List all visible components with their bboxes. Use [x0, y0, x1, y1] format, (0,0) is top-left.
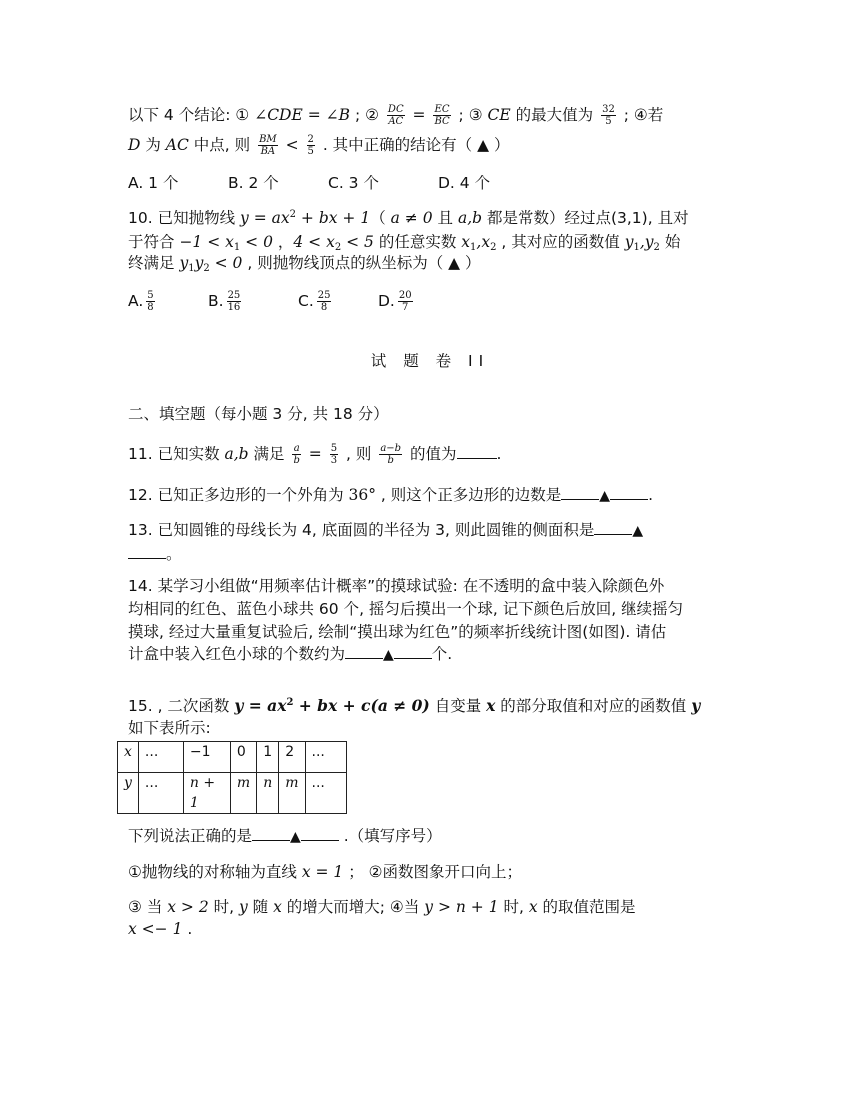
- denominator: 3: [330, 455, 338, 466]
- q12-text: 12. 已知正多边形的一个外角为: [128, 486, 349, 504]
- q12-line: [128, 485, 653, 506]
- denominator: 7: [402, 302, 409, 313]
- q11-text: 的值为: [405, 445, 457, 463]
- q11-line: [128, 443, 501, 466]
- q15-text: 的部分取值和对应的函数值: [495, 697, 692, 715]
- table-cell: ...: [305, 742, 346, 773]
- ac-symbol: AC: [165, 136, 189, 154]
- range1: −1 < x: [179, 233, 234, 251]
- statement-text: ③ 当: [128, 898, 168, 916]
- fraction-32-5: [601, 104, 616, 127]
- q9-conclusion1: ∠CDE = ∠B: [254, 106, 351, 124]
- statement-text: 时,: [498, 898, 529, 916]
- angle-value: 36°: [348, 486, 376, 504]
- y-symbol: y: [691, 696, 701, 715]
- q15-statements-1: [128, 862, 522, 882]
- denominator: b: [387, 455, 394, 466]
- subscript: 1: [233, 242, 241, 253]
- y1-symbol: y: [624, 233, 634, 251]
- q15-text: .（填写序号）: [338, 827, 442, 845]
- q10-text: （: [370, 209, 391, 227]
- table-cell: m: [279, 773, 305, 814]
- x1-symbol: x: [461, 233, 471, 251]
- value-table: [117, 741, 347, 814]
- table-cell: 2: [279, 742, 305, 773]
- denominator: 5: [307, 146, 314, 157]
- quadratic-eq-rest: + bx + c(a ≠ 0): [293, 696, 430, 715]
- fraction-amb-b: [379, 443, 402, 466]
- q9-sep: ; ④若: [618, 106, 664, 124]
- option-c: C. 3 个: [328, 174, 379, 192]
- comma: ,: [639, 233, 645, 251]
- product-symbol: y: [179, 254, 189, 272]
- q10-option-d: [378, 290, 416, 313]
- q10-line3: [128, 253, 480, 273]
- less-than: <: [280, 136, 304, 154]
- parabola-eq-rest: + bx + 1: [295, 209, 371, 227]
- d-symbol: D: [128, 136, 141, 154]
- quadratic-eq: y = ax: [234, 696, 287, 715]
- q10-line2: [128, 232, 680, 252]
- y-symbol: y: [238, 898, 248, 916]
- q14-line4: [128, 644, 452, 665]
- answer-blank[interactable]: [594, 520, 632, 535]
- q9-sep: ; ②: [350, 106, 384, 124]
- q9-text: 的最大值为: [510, 106, 599, 124]
- subscript: 2: [203, 263, 210, 274]
- denominator: b: [293, 455, 300, 466]
- triangle-marker: ▲: [599, 488, 611, 504]
- range-answer: x <− 1: [128, 920, 183, 938]
- subscript: 1: [633, 242, 640, 253]
- x-symbol: x: [528, 898, 538, 916]
- q9-text: 中点, 则: [188, 136, 256, 154]
- statement-text: ①抛物线的对称轴为直线: [128, 863, 302, 881]
- q10-options: [128, 290, 416, 313]
- q9-sep: ; ③: [453, 106, 488, 124]
- numerator: EC: [434, 104, 450, 115]
- denominator: BA: [260, 146, 276, 157]
- subscript: 2: [653, 242, 660, 253]
- range1-end: < 0: [240, 233, 273, 251]
- option-b: B. 2 个: [228, 174, 279, 192]
- statement-text: 时,: [208, 898, 239, 916]
- ce-symbol: CE: [487, 106, 511, 124]
- option-label: A.: [128, 292, 144, 310]
- table-cell: 0: [230, 742, 256, 773]
- numerator: 25: [227, 290, 241, 301]
- q10-text: 的任意实数: [373, 233, 462, 251]
- denominator: 8: [320, 302, 328, 313]
- table-cell: ...: [138, 773, 183, 814]
- table-cell: m: [230, 773, 256, 814]
- axis-eq: x = 1: [301, 863, 344, 881]
- q12-text: , 则这个正多边形的边数是: [376, 486, 562, 504]
- numerator: 25: [317, 290, 331, 301]
- option-fraction: [398, 290, 413, 313]
- q13-text: 13. 已知圆锥的母线长为 4, 底面圆的半径为 3, 则此圆锥的侧面积是: [128, 521, 595, 539]
- option-fraction: [317, 290, 332, 313]
- answer-blank[interactable]: [394, 644, 432, 659]
- q15-text: 自变量: [429, 697, 487, 715]
- q10-text: , 其对应的函数值: [496, 233, 625, 251]
- q10-text: 10. 已知抛物线: [128, 209, 241, 227]
- y2-symbol: y: [194, 254, 204, 272]
- numerator: 2: [307, 134, 314, 145]
- fraction-5-3: [330, 443, 338, 466]
- subscript: 2: [334, 242, 342, 253]
- condition: x > 2: [167, 898, 209, 916]
- x-symbol: x: [486, 696, 496, 715]
- q13-line2: [128, 544, 182, 564]
- numerator: a: [293, 443, 300, 454]
- answer-blank[interactable]: [301, 826, 339, 841]
- answer-blank[interactable]: [252, 826, 290, 841]
- q9-text: 以下 4 个结论: ①: [128, 106, 255, 124]
- q10-line1: [128, 208, 689, 228]
- q10-text: 都是常数）经过点(3,1), 且对: [482, 209, 689, 227]
- table-cell: ...: [305, 773, 346, 814]
- table-row: [118, 742, 347, 773]
- q10-option-b: [208, 290, 298, 313]
- y2-symbol: y: [644, 233, 654, 251]
- triangle-marker: ▲: [290, 829, 301, 845]
- equals: =: [407, 106, 431, 124]
- denominator: AC: [388, 116, 404, 127]
- q9-options: [128, 173, 490, 193]
- table-cell: ...: [138, 742, 183, 773]
- section-title: 试 题 卷 II: [370, 352, 490, 370]
- q11-text: , 则: [341, 445, 377, 463]
- period: .: [182, 920, 193, 938]
- statement-text: 随: [247, 898, 274, 916]
- fraction-2-5: [307, 134, 315, 157]
- table-cell: 1: [257, 742, 279, 773]
- period: .: [496, 445, 502, 463]
- part2-heading: 二、填空题（每小题 3 分, 共 18 分）: [128, 405, 389, 423]
- q10-text: 始: [659, 233, 681, 251]
- numerator: 20: [398, 290, 412, 301]
- numerator: DC: [387, 104, 404, 115]
- table-cell: x: [118, 742, 139, 773]
- subscript: 2: [490, 242, 497, 253]
- table-cell: −1: [183, 742, 230, 773]
- option-label: D.: [378, 292, 395, 310]
- q15-line1: [128, 696, 700, 716]
- numerator: BM: [259, 134, 277, 145]
- q9-line1: [128, 104, 663, 127]
- x-symbol: x: [273, 898, 282, 916]
- q10-text: , 则抛物线顶点的纵坐标为（ ▲ ）: [242, 254, 481, 272]
- option-fraction: [227, 290, 242, 313]
- q10-text: 于符合: [128, 233, 180, 251]
- q10-option-a: [128, 290, 208, 313]
- option-a: A. 1 个: [128, 174, 179, 192]
- statement-text: 的取值范围是: [537, 898, 636, 916]
- fraction-bm-ba: [258, 134, 278, 157]
- x2-symbol: x: [481, 233, 491, 251]
- triangle-marker: ▲: [632, 523, 644, 539]
- q11-text: 满足: [248, 445, 290, 463]
- q11-text: 11. 已知实数: [128, 445, 225, 463]
- range2: 4 < x: [293, 233, 335, 251]
- option-d: D. 4 个: [438, 174, 491, 192]
- fraction-ec-bc: [433, 104, 450, 127]
- subscript: 1: [470, 242, 477, 253]
- numerator: a−b: [380, 443, 402, 454]
- equals: =: [303, 445, 327, 463]
- numerator: 32: [602, 104, 615, 115]
- q10-text: ，: [272, 233, 294, 251]
- q15-statements-2: [128, 897, 636, 917]
- denominator: 5: [605, 116, 612, 127]
- answer-blank[interactable]: [128, 544, 166, 559]
- q15-prompt: [128, 826, 442, 847]
- q10-text: 终满足: [128, 254, 180, 272]
- period: .: [648, 486, 654, 504]
- q9-tail: . 其中正确的结论有（ ▲ ）: [317, 136, 510, 154]
- fraction-a-b: [292, 443, 300, 466]
- statement-text: ； ②函数图象开口向上；: [343, 863, 523, 881]
- option-fraction: [146, 290, 154, 313]
- denominator: BC: [434, 116, 450, 127]
- option-label: B.: [208, 292, 224, 310]
- q14-line3: 摸球, 经过大量重复试验后, 绘制“摸出球为红色”的频率折线统计图(如图). 请估: [128, 623, 667, 641]
- q14-text: 计盒中装入红色小球的个数约为: [128, 645, 346, 663]
- q9-text: 为: [140, 136, 166, 154]
- option-label: C.: [298, 292, 314, 310]
- comma: ,: [476, 233, 482, 251]
- table-cell: n + 1: [183, 773, 230, 814]
- statement-text: 的增大而增大; ④当: [281, 898, 425, 916]
- numerator: 5: [147, 290, 154, 301]
- a-condition: a ≠ 0: [390, 209, 433, 227]
- answer-blank[interactable]: [561, 485, 599, 500]
- q10-text: 且: [432, 209, 458, 227]
- triangle-marker: ▲: [383, 647, 394, 663]
- exponent: 2: [286, 697, 294, 708]
- exponent: 2: [289, 209, 296, 220]
- subscript: 1: [188, 263, 195, 274]
- ab-symbol: a,b: [224, 445, 249, 463]
- q14-line1: 14. 某学习小组做“用频率估计概率”的摸球试验: 在不透明的盒中装入除颜色外: [128, 577, 665, 595]
- q13-line1: [128, 520, 643, 541]
- denominator: 16: [227, 302, 241, 313]
- parabola-eq: y = ax: [240, 209, 290, 227]
- q10-option-c: [298, 290, 378, 313]
- q14-line2: 均相同的红色、蓝色小球共 60 个, 摇匀后摸出一个球, 记下颜色后放回, 继续摇匀: [128, 600, 684, 618]
- q9-line2: [128, 134, 509, 157]
- ab-symbol: a,b: [457, 209, 483, 227]
- table-cell: n: [257, 773, 279, 814]
- q15-line2: 如下表所示:: [128, 719, 211, 737]
- answer-blank[interactable]: [610, 485, 648, 500]
- q15-text: 15. , 二次函数: [128, 697, 235, 715]
- table-cell: y: [118, 773, 139, 814]
- period: 。: [166, 545, 182, 563]
- q15-text: 下列说法正确的是: [128, 827, 253, 845]
- answer-blank[interactable]: [457, 444, 497, 459]
- q14-text: 个.: [431, 645, 453, 663]
- answer-blank[interactable]: [345, 644, 383, 659]
- condition: y > n + 1: [424, 898, 499, 916]
- numerator: 5: [330, 443, 338, 454]
- q15-statements-3: [128, 919, 192, 939]
- product-cond: < 0: [209, 254, 243, 272]
- range2-end: < 5: [341, 233, 374, 251]
- denominator: 8: [147, 302, 154, 313]
- fraction-dc-ac: [387, 104, 405, 127]
- table-row: [118, 773, 347, 814]
